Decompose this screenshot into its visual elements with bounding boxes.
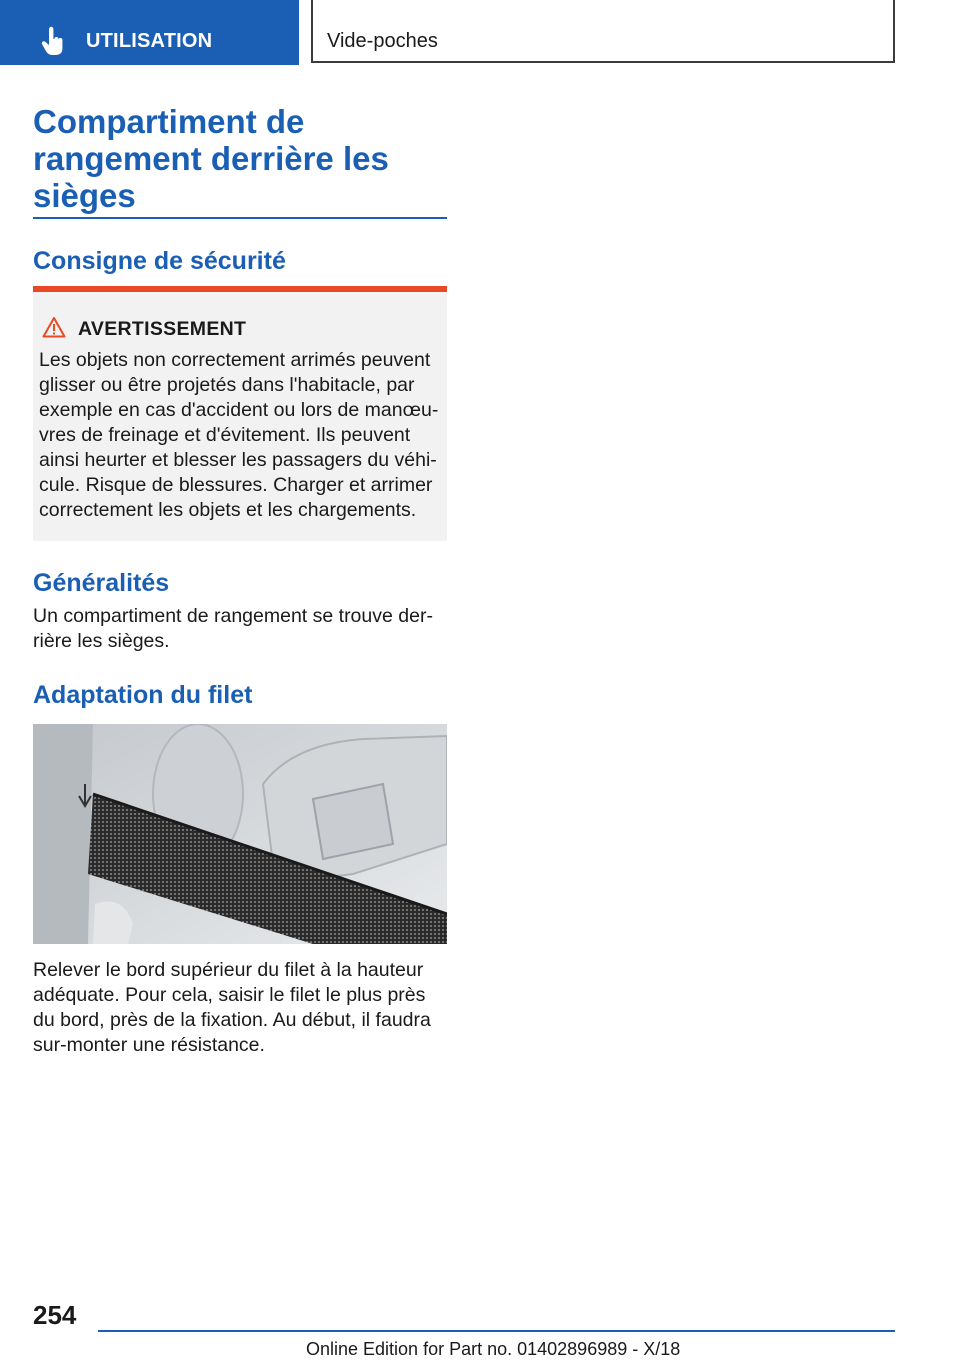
general-heading: Généralités bbox=[33, 569, 170, 597]
hand-pointer-icon bbox=[40, 26, 66, 56]
warning-title: AVERTISSEMENT bbox=[78, 318, 247, 340]
page-title: Compartiment de rangement derrière les sièges bbox=[33, 103, 389, 214]
section-header-label: Vide-poches bbox=[327, 30, 438, 52]
footer-edition: Online Edition for Part no. 01402896989 - X/18 bbox=[306, 1339, 681, 1359]
warning-triangle-icon bbox=[42, 316, 66, 338]
page-number: 254 bbox=[33, 1300, 77, 1330]
safety-heading: Consigne de sécurité bbox=[33, 247, 286, 275]
cargo-net-photo bbox=[33, 724, 447, 944]
footer-divider bbox=[98, 1330, 895, 1332]
net-text: Relever le bord supérieur du filet à la hauteur adéquate. Pour cela, saisir le filet le plus près du bord, près de la fixation. Au début, il faudra sur‐monter une résistance. bbox=[33, 959, 431, 1056]
chapter-tab-label: UTILISATION bbox=[86, 30, 213, 52]
net-heading: Adaptation du filet bbox=[33, 681, 253, 709]
general-text: Un compartiment de rangement se trouve der‐rière les sièges. bbox=[33, 605, 433, 652]
warning-text: Les objets non correctement arrimés peuvent glisser ou être projetés dans l'habitacle, par exemple en cas d'accident ou lors de manœu‐vres de freinage et d'évitement. Ils peuvent ainsi heurter et blesser les passagers du véhi‐cule. Risque de blessures. Charger et arrimer correctement les objets et les chargements. bbox=[39, 349, 439, 521]
section-header bbox=[311, 0, 895, 63]
title-divider bbox=[33, 217, 447, 219]
warning-box bbox=[33, 286, 447, 541]
chapter-tab[interactable] bbox=[0, 0, 299, 65]
